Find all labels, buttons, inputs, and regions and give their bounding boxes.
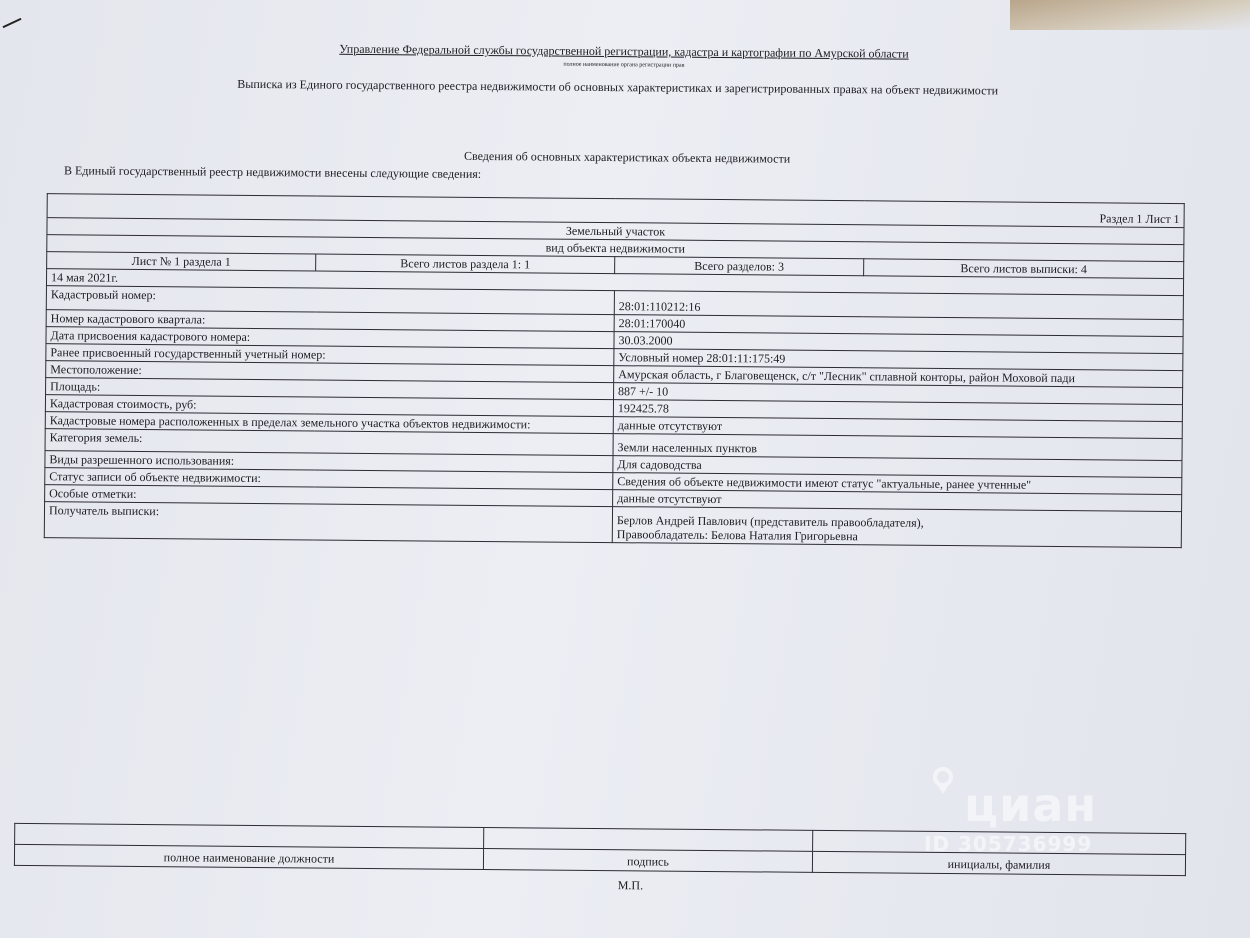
sheet-number: Лист № 1 раздела 1 (47, 252, 316, 271)
total-sections: Всего разделов: 3 (615, 257, 864, 276)
object-type: Земельный участок (47, 218, 1184, 245)
row-value: 192425.78 (613, 400, 1182, 422)
row-value: 28:01:170040 (614, 315, 1183, 337)
watermark-id: ID 305736999 (924, 832, 1093, 856)
row-label: Кадастровая стоимость, руб: (45, 395, 613, 417)
position-caption: полное наименование должности (14, 844, 483, 869)
row-value: Сведения об объекте недвижимости имеют статус "актуальные, ранее учтенные" (613, 473, 1182, 495)
total-sheets-extract: Всего листов выписки: 4 (864, 259, 1184, 279)
recipient-value (612, 507, 1181, 548)
section-sheet-label: Раздел 1 Лист 1 (47, 194, 1184, 228)
row-label: Виды разрешенного использования: (45, 451, 613, 473)
row-label: Номер кадастрового квартала: (46, 310, 614, 332)
recipient-label: Получатель выписки: (44, 502, 612, 543)
row-value: Земли населенных пунктов (613, 434, 1182, 461)
signature-blank (484, 828, 813, 852)
row-label: Особые отметки: (45, 485, 613, 507)
section-title: Сведения об основных характеристиках объекта недвижимости (464, 148, 791, 166)
recipient-line-2: Правообладатель: Белова Наталия Григорьевна (616, 527, 858, 544)
recipient-line-1: Берлов Андрей Павлович (представитель правообладателя), (616, 513, 924, 530)
total-sheets-section: Всего листов раздела 1: 1 (316, 254, 615, 274)
row-label: Ранее присвоенный государственный учетный номер: (46, 344, 614, 366)
row-label: Статус записи об объекте недвижимости: (45, 468, 613, 490)
row-value: 28:01:110212:16 (614, 291, 1183, 320)
extract-date: 14 мая 2021г. (46, 269, 1183, 296)
row-value: Для садоводства (613, 456, 1182, 478)
signature-caption: подпись (483, 849, 812, 873)
row-label: Площадь: (46, 378, 614, 400)
stamp-place: М.П. (617, 878, 644, 893)
property-info-table (44, 193, 1185, 548)
row-label: Кадастровые номера расположенных в пределах земельного участка объектов недвижимости: (45, 412, 613, 434)
object-type-caption: вид объекта недвижимости (47, 235, 1184, 262)
row-label: Местоположение: (46, 361, 614, 383)
location-pin-icon (928, 766, 958, 796)
row-label: Категория земель: (45, 429, 613, 456)
authority-name: Управление Федеральной службы государственной регистрации, кадастра и картографии по Амурской области (339, 41, 909, 61)
row-value: данные отсутствуют (613, 417, 1182, 439)
row-label: Дата присвоения кадастрового номера: (46, 327, 614, 349)
row-value: данные отсутствуют (613, 490, 1182, 512)
intro-text: В Единый государственный реестр недвижимости внесены следующие сведения: (63, 163, 482, 181)
row-label: Кадастровый номер: (46, 286, 614, 315)
row-value: Амурская область, г Благовещенск, с/т "Лесник" сплавной конторы, район Моховой пади (614, 366, 1183, 388)
authority-note: полное наименование органа регистрации прав (563, 61, 685, 69)
extract-title: Выписка из Единого государственного реестра недвижимости об основных характеристиках и зарегистрированных правах на объект недвижимости (237, 76, 999, 98)
row-value: 30.03.2000 (614, 332, 1183, 354)
watermark (912, 764, 1142, 860)
row-value: Условный номер 28:01:11:175:49 (614, 349, 1183, 371)
name-caption: инициалы, фамилия (812, 851, 1185, 875)
watermark-brand: циан (964, 778, 1098, 832)
row-value: 887 +/- 10 (614, 383, 1183, 405)
